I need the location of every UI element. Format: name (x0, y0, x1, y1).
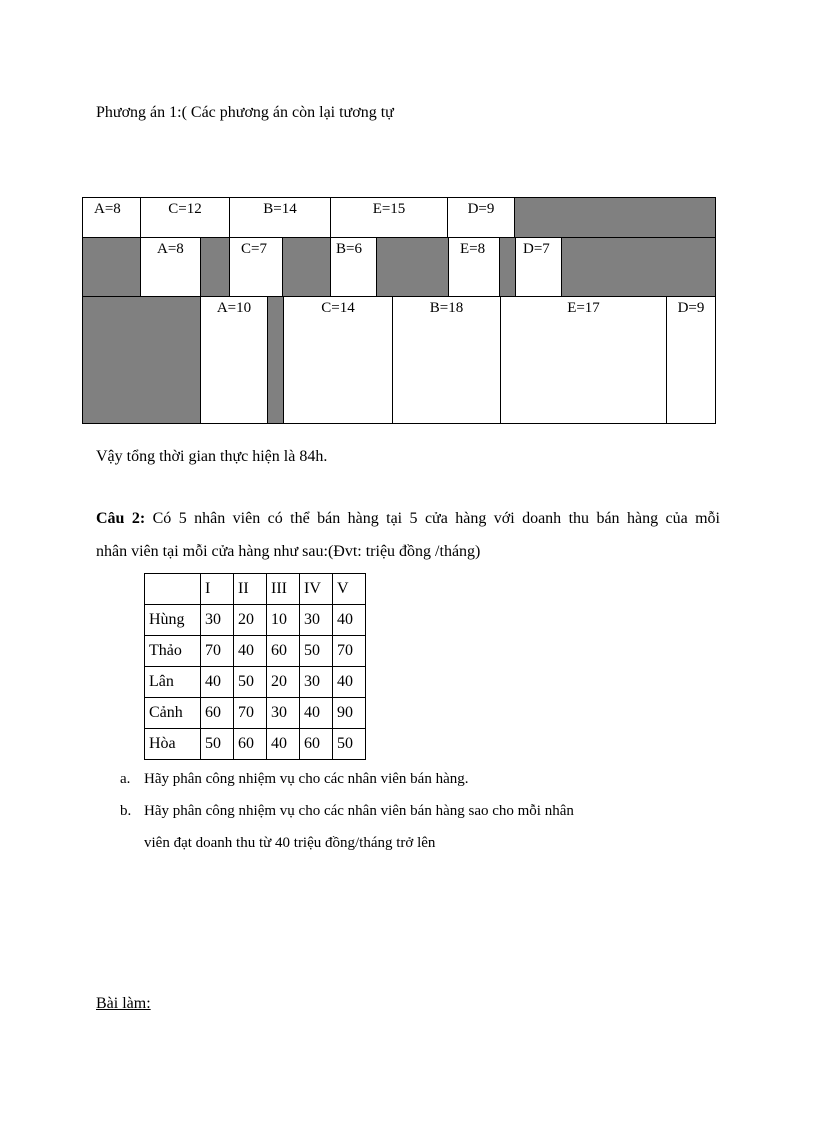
table-cell: 40 (234, 636, 267, 667)
task-a-marker: a. (120, 771, 131, 787)
gantt-r2-idle-3 (282, 237, 331, 297)
table-cell: 50 (234, 667, 267, 698)
gantt-r3-cell-d: D=9 (666, 296, 716, 424)
gantt-r2-idle-5 (499, 237, 516, 297)
gantt-r1-idle (514, 197, 716, 238)
table-header-cell: IV (300, 574, 333, 605)
gantt-r2-cell-a: A=8 (140, 237, 201, 297)
table-cell: 50 (300, 636, 333, 667)
gantt-r1-cell-c: C=12 (140, 197, 230, 238)
table-cell: 70 (201, 636, 234, 667)
table-cell: 20 (234, 605, 267, 636)
question-text-1: Có 5 nhân viên có thể bán hàng tại 5 cửa hàng với doanh thu bán hàng của mỗi (145, 510, 721, 527)
table-cell: 40 (333, 667, 366, 698)
table-header-row (145, 574, 366, 605)
table-row-name: Cảnh (145, 698, 201, 729)
table-row-name: Hùng (145, 605, 201, 636)
answer-heading: Bài làm: (96, 995, 151, 1012)
task-b-marker: b. (120, 803, 132, 819)
gantt-r2-idle-4 (376, 237, 449, 297)
table-row-name: Thảo (145, 636, 201, 667)
question-line-2: nhân viên tại mỗi cửa hàng như sau:(Đvt: triệu đồng /tháng) (96, 543, 481, 560)
gantt-r1-cell-e: E=15 (330, 197, 448, 238)
table-cell: 40 (267, 729, 300, 760)
table-row (145, 667, 366, 698)
table-row (145, 729, 366, 760)
gantt-r2-cell-e: E=8 (448, 237, 500, 297)
gantt-r3-idle-2 (267, 296, 284, 424)
table-cell: 60 (300, 729, 333, 760)
table-cell: 70 (234, 698, 267, 729)
task-b-text-1: Hãy phân công nhiệm vụ cho các nhân viên bán hàng sao cho mỗi nhân (144, 803, 574, 819)
gantt-r3-cell-c: C=14 (283, 296, 393, 424)
table-row (145, 698, 366, 729)
gantt-r2-idle-2 (200, 237, 230, 297)
gantt-r2-cell-d: D=7 (515, 237, 562, 297)
gantt-r2-cell-c: C=7 (229, 237, 283, 297)
table-header-cell (145, 574, 201, 605)
total-time-text: Vậy tổng thời gian thực hiện là 84h. (96, 448, 328, 465)
table-cell: 50 (201, 729, 234, 760)
task-b-text-2: viên đạt doanh thu từ 40 triệu đồng/tháng trở lên (144, 835, 436, 851)
table-cell: 40 (201, 667, 234, 698)
question-label: Câu 2: (96, 510, 146, 527)
table-cell: 30 (267, 698, 300, 729)
table-row (145, 636, 366, 667)
table-row-name: Hòa (145, 729, 201, 760)
table-cell: 70 (333, 636, 366, 667)
gantt-r3-idle-1 (82, 296, 201, 424)
table-row-name: Lân (145, 667, 201, 698)
table-cell: 50 (333, 729, 366, 760)
gantt-r3-cell-a: A=10 (200, 296, 268, 424)
table-header-cell: I (201, 574, 234, 605)
table-cell: 30 (201, 605, 234, 636)
table-cell: 60 (234, 729, 267, 760)
table-cell: 20 (267, 667, 300, 698)
gantt-r1-cell-b: B=14 (229, 197, 331, 238)
table-header-cell: V (333, 574, 366, 605)
gantt-r2-idle-1 (82, 237, 141, 297)
table-cell: 30 (300, 605, 333, 636)
gantt-r2-cell-b: B=6 (330, 237, 377, 297)
gantt-r2-idle-6 (561, 237, 716, 297)
table-cell: 90 (333, 698, 366, 729)
table-cell: 10 (267, 605, 300, 636)
table-cell: 30 (300, 667, 333, 698)
table-cell: 60 (267, 636, 300, 667)
revenue-table (144, 573, 366, 760)
gantt-r1-cell-d: D=9 (447, 197, 515, 238)
question-line-1 (96, 510, 720, 528)
table-cell: 40 (300, 698, 333, 729)
gantt-r1-cell-a: A=8 (82, 197, 141, 238)
table-cell: 40 (333, 605, 366, 636)
table-row (145, 605, 366, 636)
gantt-chart (82, 197, 716, 424)
gantt-r3-cell-e: E=17 (500, 296, 667, 424)
intro-text: Phương án 1:( Các phương án còn lại tương tự (96, 104, 394, 121)
table-header-cell: III (267, 574, 300, 605)
table-header-cell: II (234, 574, 267, 605)
gantt-r3-cell-b: B=18 (392, 296, 501, 424)
task-a-text: Hãy phân công nhiệm vụ cho các nhân viên bán hàng. (144, 771, 469, 787)
table-cell: 60 (201, 698, 234, 729)
